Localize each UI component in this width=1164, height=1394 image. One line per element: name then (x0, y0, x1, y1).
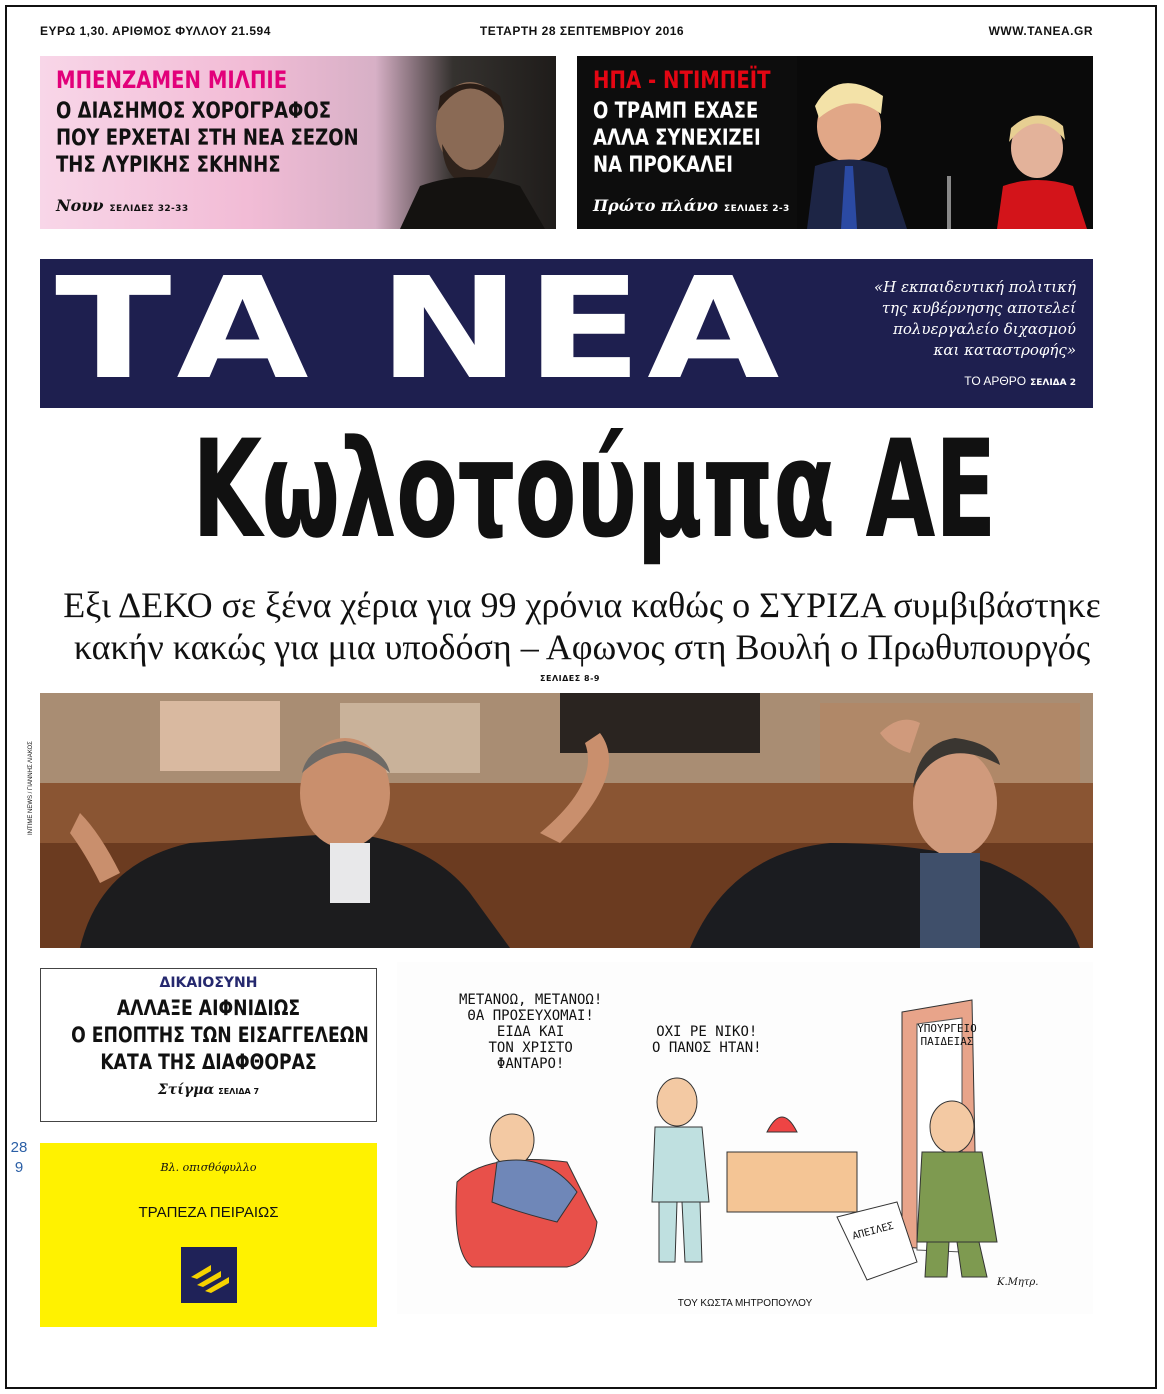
bubble-line: ΕΙΔΑ ΚΑΙ (496, 1024, 565, 1040)
promo-kicker: ΜΠΕΝΖΑΜΕΝ ΜΙΛΠΙΕ (56, 66, 288, 94)
quote-line: «Η εκπαιδευτική πολιτική (873, 278, 1076, 296)
newspaper-logo[interactable]: ΤΑ ΝΕΑ (55, 248, 785, 411)
bubble-line: ΟΧΙ ΡΕ ΝΙΚΟ! (656, 1024, 758, 1040)
threats-paper: ΑΠΕΙΛΕΣ (851, 1220, 895, 1243)
justice-line: ΑΛΛΑΞΕ ΑΙΦΝΙΔΙΩΣ (116, 996, 301, 1020)
side-date-month: 9 (14, 1159, 24, 1176)
promo-line: Ο ΔΙΑΣΗΜΟΣ ΧΟΡΟΓΡΑΦΟΣ (56, 99, 332, 124)
ad-note: Βλ. οπισθόφυλλο (160, 1161, 257, 1174)
side-date-day: 28 (10, 1139, 28, 1156)
justice-section: Στίγμα (157, 1082, 215, 1098)
justice-page: ΣΕΛΙΔΑ 7 (218, 1087, 260, 1096)
bubble-line: ΦΑΝΤΑΡΟ! (496, 1056, 565, 1072)
promo-pages: ΣΕΛΙΔΕΣ 2-3 (724, 204, 790, 214)
price-issue: ΕΥΡΩ 1,30. ΑΡΙΘΜΟΣ ΦΥΛΛΟΥ 21.594 (40, 24, 271, 38)
ad-brand: ΤΡΑΠΕΖΑ ΠΕΙΡΑΙΩΣ (138, 1204, 279, 1221)
promo-line: ΝΑ ΠΡΟΚΑΛΕΙ (593, 153, 733, 178)
speech-bubble-1 (459, 992, 602, 1072)
speech-bubble-2 (652, 1024, 762, 1056)
promo-line: Ο ΤΡΑΜΠ ΕΧΑΣΕ (593, 99, 759, 124)
cartoon-signature: Κ.Μητρ. (997, 1277, 1039, 1288)
side-date (8, 1138, 30, 1178)
main-headline[interactable]: Κωλοτούμπα ΑΕ (192, 411, 996, 568)
quote-line: της κυβέρνησης αποτελεί (881, 299, 1076, 317)
justice-kicker: ΔΙΚΑΙΟΣΥΝΗ (159, 975, 258, 991)
debate-photo (797, 56, 1093, 229)
promo-millepied[interactable] (40, 56, 556, 229)
bubble-line: ΤΟΝ ΧΡΙΣΤΟ (488, 1040, 573, 1056)
website-url[interactable]: WWW.TANEA.GR (988, 24, 1093, 38)
headline-pages: ΣΕΛΙΔΕΣ 8-9 (540, 674, 600, 683)
promo-line: ΑΛΛΑ ΣΥΝΕΧΙΖΕΙ (593, 126, 761, 151)
parliament-photo[interactable] (40, 693, 1093, 948)
deck-line: Εξι ΔΕΚΟ σε ξένα χέρια για 99 χρόνια καθώς ο ΣΥΡΙΖΑ συμβιβάστηκε (63, 585, 1101, 625)
bubble-line: Ο ΠΑΝΟΣ ΗΤΑΝ! (652, 1040, 762, 1056)
bank-logo-icon (181, 1247, 237, 1303)
promo-kicker: ΗΠΑ - ΝΤΙΜΠΕΪΤ (593, 66, 771, 94)
promo-debate[interactable] (577, 56, 1093, 229)
promo-pages: ΣΕΛΙΔΕΣ 32-33 (109, 204, 189, 214)
door-sign (917, 1022, 977, 1048)
justice-line: ΚΑΤΑ ΤΗΣ ΔΙΑΦΘΟΡΑΣ (100, 1050, 317, 1074)
justice-line: Ο ΕΠΟΠΤΗΣ ΤΩΝ ΕΙΣΑΓΓΕΛΕΩΝ (71, 1023, 369, 1047)
parliament-illustration (40, 693, 1093, 948)
deck-line: κακήν κακώς για μια υποδόση – Αφωνος στη Βουλή ο Πρωθυπουργός (73, 627, 1091, 667)
promo-line: ΤΗΣ ΛΥΡΙΚΗΣ ΣΚΗΝΗΣ (56, 153, 281, 178)
justice-story[interactable] (40, 968, 377, 1122)
piraeus-bank-ad[interactable] (40, 1143, 377, 1327)
issue-date: ΤΕΤΑΡΤΗ 28 ΣΕΠΤΕΜΒΡΙΟΥ 2016 (479, 24, 685, 38)
door-sign-line: ΠΑΙΔΕΙΑΣ (920, 1035, 974, 1048)
promo-line: ΠΟΥ ΕΡΧΕΤΑΙ ΣΤΗ ΝΕΑ ΣΕΖΟΝ (56, 126, 359, 151)
bubble-line: ΜΕΤΑΝΟΩ, ΜΕΤΑΝΟΩ! (459, 992, 603, 1008)
cartoon-caption: ΤΟΥ ΚΩΣΤΑ ΜΗΤΡΟΠΟΥΛΟΥ (677, 1298, 813, 1309)
dancer-photo (380, 56, 556, 229)
editorial-cartoon[interactable] (397, 962, 1093, 1314)
door-sign-line: ΥΠΟΥΡΓΕΙΟ (917, 1022, 977, 1035)
editorial-quote[interactable] (800, 277, 1076, 361)
quote-line: και καταστροφής» (933, 341, 1076, 359)
promo-section: Πρώτο πλάνο (593, 196, 719, 215)
editorial-ref (800, 374, 1076, 388)
bubble-line: ΘΑ ΠΡΟΣΕΥΧΟΜΑΙ! (467, 1008, 594, 1024)
editorial-page: ΣΕΛΙΔΑ 2 (1030, 378, 1076, 388)
photo-credit: INTIME NEWS / ΓΙΑΝΝΗΣ ΛΙΑΚΟΣ (28, 741, 34, 835)
promo-section: Νουν (56, 196, 104, 215)
quote-line: πολυεργαλείο διχασμού (893, 320, 1076, 338)
editorial-label: ΤΟ ΑΡΘΡΟ (964, 374, 1027, 388)
